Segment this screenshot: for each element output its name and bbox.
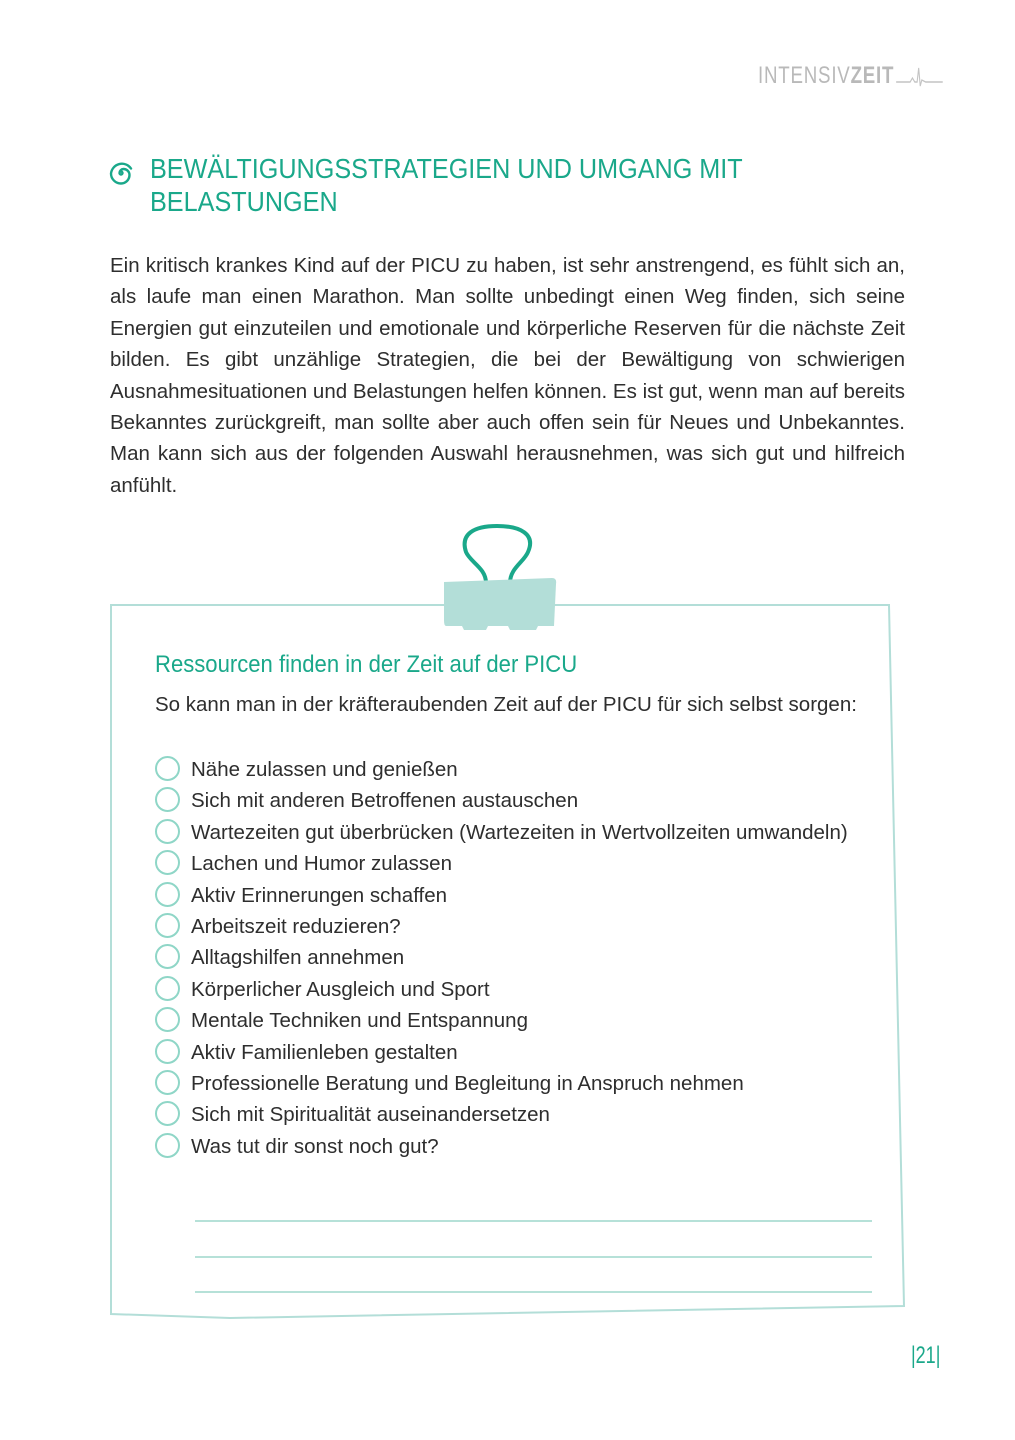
checkbox-circle[interactable] bbox=[155, 944, 180, 969]
checklist-item-label: Lachen und Humor zulassen bbox=[191, 852, 452, 876]
checkbox-circle[interactable] bbox=[155, 913, 180, 938]
brand-text-light: INTENSIV bbox=[758, 62, 851, 89]
heartbeat-line-icon bbox=[896, 64, 943, 88]
checklist-item[interactable] bbox=[155, 974, 875, 1005]
checkbox-circle[interactable] bbox=[155, 1101, 180, 1126]
checklist-item-label: Aktiv Erinnerungen schaffen bbox=[191, 883, 448, 907]
checklist-item-label: Arbeitszeit reduzieren? bbox=[191, 915, 401, 939]
checkbox-circle[interactable] bbox=[155, 1039, 180, 1064]
brand-text-bold: ZEIT bbox=[850, 62, 895, 89]
checklist-item-label: Alltagshilfen annehmen bbox=[191, 946, 405, 970]
checklist-item-label: Was tut dir sonst noch gut? bbox=[191, 1134, 439, 1158]
intro-paragraph: Ein kritisch krankes Kind auf der PICU zu haben, ist sehr anstrengend, es fühlt sich an, als laufe man einen Marathon. Man sollte unbedingt einen Weg finden, sich seine Energien gut einzuteilen und emotionale und körperliche Reserven für die nächste Zeit bilden. Es gibt unzählige Strategien, die bei der Bewältigung von schwierigen Ausnahmesituationen und Belastungen helfen können. Es ist gut, wenn man auf bereits Bekanntes zurückgreift, man sollte aber auch offen sein für Neues und Unbekanntes. Man kann sich aus der folgenden Auswahl herausnehmen, was sich gut und hilfreich anfühlt. bbox=[110, 254, 905, 497]
box-intro: So kann man in der kräfteraubenden Zeit auf der PICU für sich selbst sorgen: bbox=[155, 693, 857, 716]
checklist-item[interactable] bbox=[155, 880, 875, 911]
binder-clip-icon bbox=[440, 520, 560, 635]
checklist-item[interactable] bbox=[155, 785, 875, 816]
checklist-item[interactable] bbox=[155, 817, 875, 848]
checklist-item[interactable] bbox=[155, 1131, 875, 1162]
brand-logo bbox=[758, 62, 943, 90]
page-number: |21| bbox=[911, 1342, 941, 1369]
checklist-item[interactable] bbox=[155, 754, 875, 785]
checklist-item-label: Sich mit anderen Betroffenen austauschen bbox=[191, 789, 579, 813]
checkbox-circle[interactable] bbox=[155, 850, 180, 875]
checklist-item-label: Aktiv Familienleben gestalten bbox=[191, 1040, 458, 1064]
checklist-item-label: Sich mit Spiritualität auseinandersetzen bbox=[191, 1103, 550, 1127]
checkbox-circle[interactable] bbox=[155, 787, 180, 812]
checklist-item-label: Mentale Techniken und Entspannung bbox=[191, 1009, 528, 1033]
checklist-item[interactable] bbox=[155, 1068, 875, 1099]
checklist-item-label: Körperlicher Ausgleich und Sport bbox=[191, 977, 490, 1001]
checkbox-circle[interactable] bbox=[155, 819, 180, 844]
checkbox-circle[interactable] bbox=[155, 1133, 180, 1158]
checklist-item[interactable] bbox=[155, 942, 875, 973]
checklist-item-label: Professionelle Beratung und Begleitung in Anspruch nehmen bbox=[191, 1072, 744, 1096]
checkbox-circle[interactable] bbox=[155, 756, 180, 781]
checklist-item[interactable] bbox=[155, 1005, 875, 1036]
checklist-item-label: Nähe zulassen und genießen bbox=[191, 758, 458, 781]
resources-checklist bbox=[155, 754, 875, 1162]
checklist-item-label: Wartezeiten gut überbrücken (Wartezeiten in Wertvollzeiten umwandeln) bbox=[191, 820, 848, 844]
writing-line[interactable] bbox=[195, 1220, 872, 1222]
section-title: BEWÄLTIGUNGSSTRATEGIEN UND UMGANG MIT BELASTUNGEN bbox=[150, 153, 743, 217]
writing-line[interactable] bbox=[195, 1256, 872, 1258]
checklist-item[interactable] bbox=[155, 1037, 875, 1068]
checkbox-circle[interactable] bbox=[155, 1007, 180, 1032]
spiral-icon bbox=[108, 160, 134, 186]
checkbox-circle[interactable] bbox=[155, 882, 180, 907]
checkbox-circle[interactable] bbox=[155, 976, 180, 1001]
writing-line[interactable] bbox=[195, 1291, 872, 1293]
box-title: Ressourcen finden in der Zeit auf der PICU bbox=[155, 651, 578, 678]
checklist-item[interactable] bbox=[155, 848, 875, 879]
checkbox-circle[interactable] bbox=[155, 1070, 180, 1095]
checklist-item[interactable] bbox=[155, 1099, 875, 1130]
checklist-item[interactable] bbox=[155, 911, 875, 942]
